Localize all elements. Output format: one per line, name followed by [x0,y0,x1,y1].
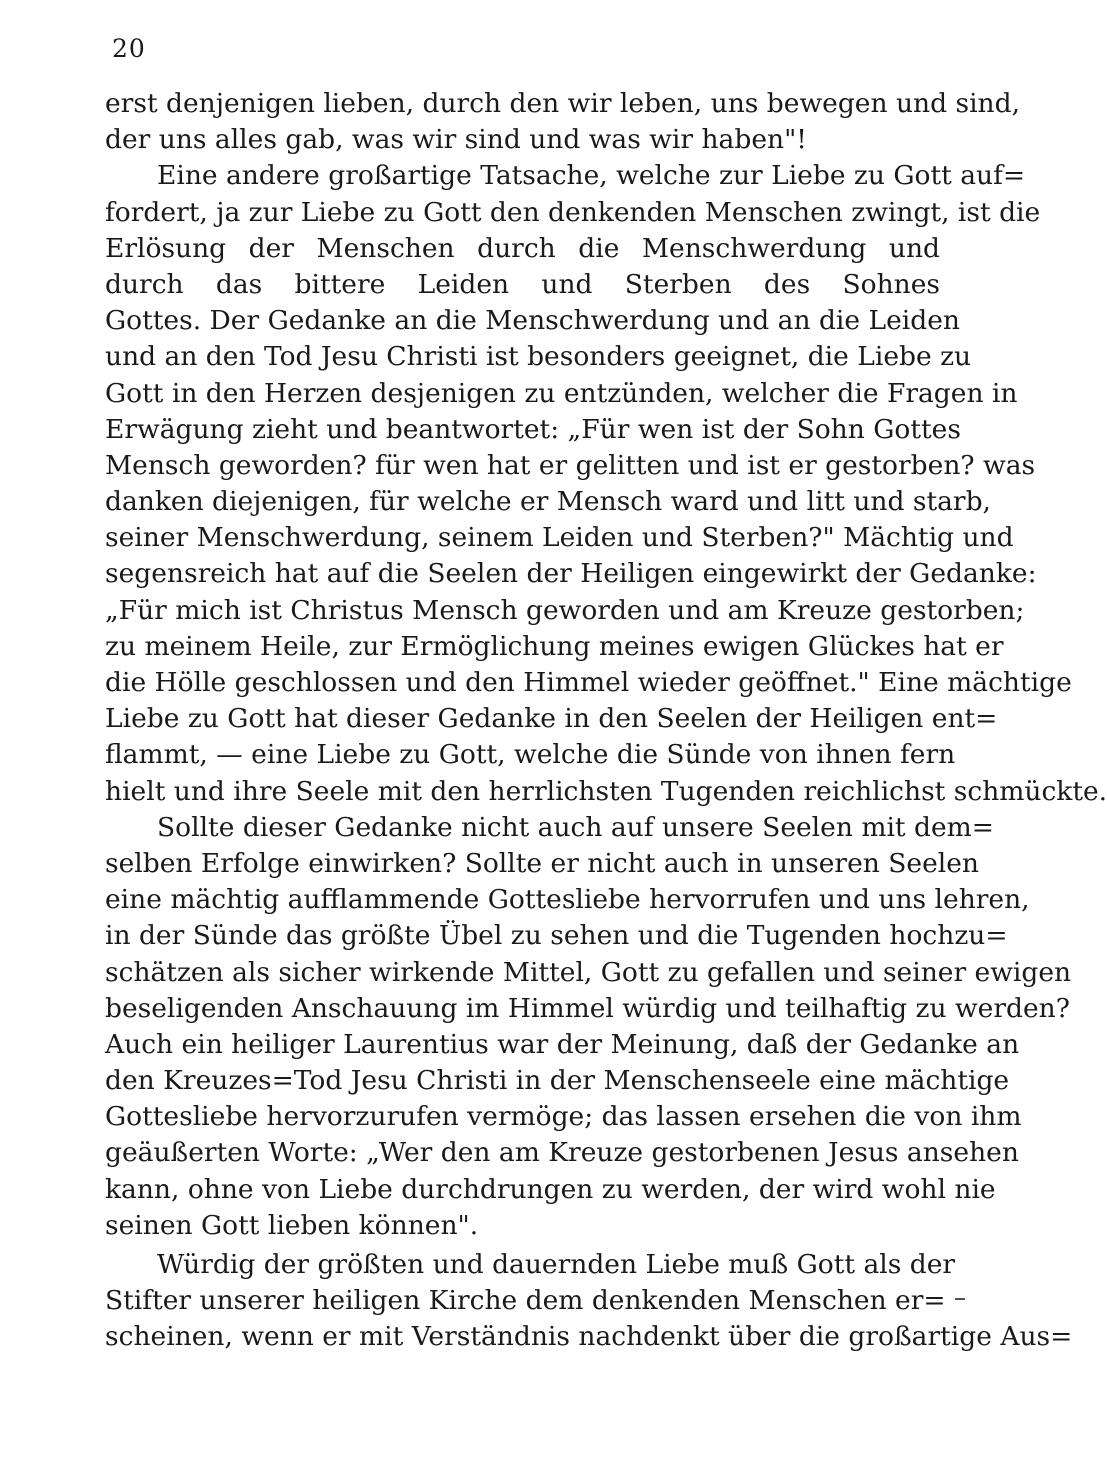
text-line: hielt und ihre Seele mit den herrlichsten Tugenden reichlichst schmückte. [105,775,1107,807]
text-line: seinen Gott lieben können". [105,1209,479,1241]
page-number: 20 [112,34,146,63]
text-line: seiner Menschwerdung, seinem Leiden und Sterben?" Mächtig und [105,522,1014,554]
text-line: Erlösung der Menschen durch die Menschwerdung und [105,232,940,264]
margin-mark [955,1298,965,1300]
text-line: beseligenden Anschauung im Himmel würdig und teilhaftig zu werden? [105,992,1070,1024]
text-line: Eine andere großartige Tatsache, welche zur Liebe zu Gott auf= [157,160,1026,192]
text-line: Stifter unserer heiligen Kirche dem denkenden Menschen er= [105,1285,946,1317]
text-line: eine mächtig aufflammende Gottesliebe hervorrufen und uns lehren, [105,884,1030,916]
text-line: zu meinem Heile, zur Ermöglichung meines ewigen Glückes hat er [105,630,1004,662]
text-line: kann, ohne von Liebe durchdrungen zu werden, der wird wohl nie [105,1173,996,1205]
text-line: segensreich hat auf die Seelen der Heiligen eingewirkt der Gedanke: [105,558,1037,590]
text-line: und an den Tod Jesu Christi ist besonders geeignet, die Liebe zu [105,341,972,373]
paragraph [105,86,1021,158]
text-line: schätzen als sicher wirkende Mittel, Gott zu gefallen und seiner ewigen [105,956,1072,988]
paragraph [105,158,1107,809]
text-line: durch das bittere Leiden und Sterben des Sohnes [105,268,940,300]
text-line: fordert, ja zur Liebe zu Gott den denkenden Menschen zwingt, ist die [105,196,1041,228]
text-line: Gottes. Der Gedanke an die Menschwerdung und an die Leiden [105,305,960,337]
text-line: Sollte dieser Gedanke nicht auch auf unsere Seelen mit dem= [157,811,994,843]
text-line: Würdig der größten und dauernden Liebe muß Gott als der [157,1249,956,1280]
text-line: der uns alles gab, was wir sind und was wir haben"! [105,124,807,156]
text-line: geäußerten Worte: „Wer den am Kreuze gestorbenen Jesus ansehen [105,1137,1019,1169]
paragraph [105,1247,1073,1356]
text-line: Erwägung zieht und beantwortet: „Für wen ist der Sohn Gottes [105,413,961,445]
body-text [105,86,1107,1356]
text-line: Mensch geworden? für wen hat er gelitten und ist er gestorben? was [105,449,1036,481]
text-line: „Für mich ist Christus Mensch geworden und am Kreuze gestorben; [105,594,1025,626]
text-line: flammt, — eine Liebe zu Gott, welche die Sünde von ihnen fern [105,739,956,771]
text-line: scheinen, wenn er mit Verständnis nachdenkt über die großartige Aus= [105,1321,1073,1353]
text-line: Auch ein heiliger Laurentius war der Meinung, daß der Gedanke an [105,1028,1020,1060]
text-line: in der Sünde das größte Übel zu sehen und die Tugenden hochzu= [105,920,1008,952]
text-line: Liebe zu Gott hat dieser Gedanke in den Seelen der Heiligen ent= [105,703,998,735]
text-line: Gott in den Herzen desjenigen zu entzünden, welcher die Fragen in [105,377,1018,409]
text-line: selben Erfolge einwirken? Sollte er nicht auch in unseren Seelen [105,847,979,879]
text-line: danken diejenigen, für welche er Mensch ward und litt und starb, [105,486,991,518]
text-line: Gottesliebe hervorzurufen vermöge; das lassen ersehen die von ihm [105,1101,1022,1133]
text-line: die Hölle geschlossen und den Himmel wieder geöffnet." Eine mächtige [105,667,1072,698]
paragraph [105,810,1072,1244]
text-line: erst denjenigen lieben, durch den wir leben, uns bewegen und sind, [105,88,1021,119]
text-line: den Kreuzes=Tod Jesu Christi in der Menschenseele eine mächtige [105,1065,1010,1097]
